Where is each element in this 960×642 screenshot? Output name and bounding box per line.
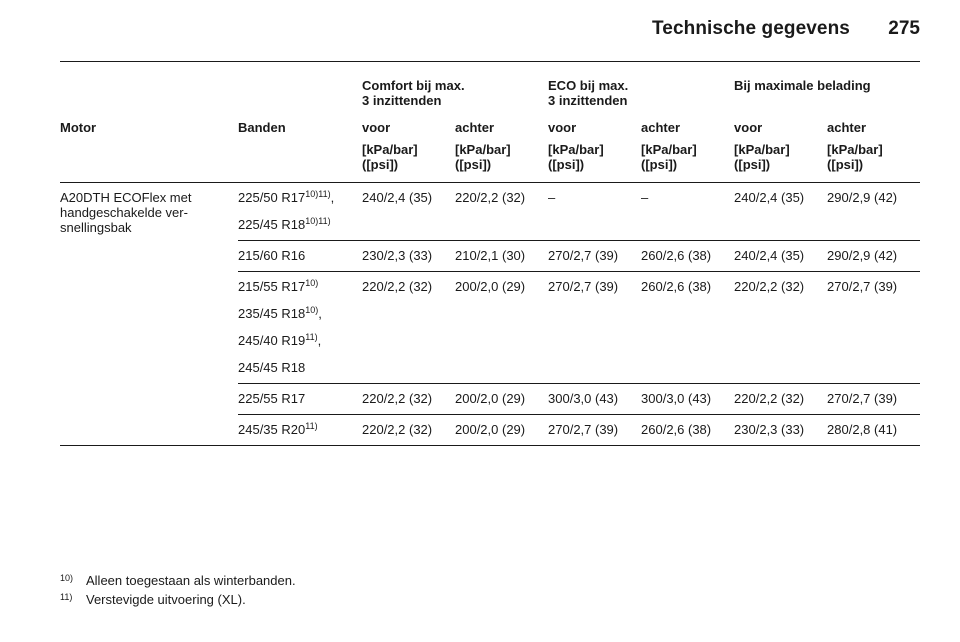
footnote-reference: 11) xyxy=(305,421,318,431)
pressure-value: 200/2,0 (29) xyxy=(455,415,548,446)
unit-header: [kPa/bar] ([psi]) xyxy=(548,140,641,183)
footnote-text: Alleen toegestaan als winterbanden. xyxy=(86,573,296,588)
pressure-value: 200/2,0 (29) xyxy=(455,272,548,384)
page-number: 275 xyxy=(888,18,920,39)
pressure-value: 220/2,2 (32) xyxy=(362,415,455,446)
tyre-size: 215/55 R17$^{10)}$ xyxy=(238,278,319,294)
column-header-row xyxy=(60,114,920,140)
group-header-max-load: Bij maximale belading xyxy=(734,78,871,93)
column-header-motor: Motor xyxy=(60,119,97,135)
unit-header: [kPa/bar] ([psi]) xyxy=(734,140,827,183)
column-header-tyres: Banden xyxy=(238,119,286,135)
table-row xyxy=(60,183,920,241)
column-header-rear: achter xyxy=(455,119,495,135)
column-header-rear: achter xyxy=(827,119,867,135)
pressure-value: 300/3,0 (43) xyxy=(641,384,734,415)
column-header-rear: achter xyxy=(641,119,681,135)
pressure-value: 240/2,4 (35) xyxy=(734,190,805,205)
pressure-value: 270/2,7 (39) xyxy=(548,241,641,272)
unit-header-row xyxy=(60,140,920,183)
column-header-front: voor xyxy=(734,119,763,135)
group-header-row xyxy=(60,78,920,114)
tyre-size: 235/45 R18$^{10)}$, xyxy=(238,305,322,321)
pressure-value: 240/2,4 (35) xyxy=(734,241,827,272)
tyre-size: 225/55 R17 xyxy=(238,391,306,406)
tyre-size: 225/45 $R18^{10)11)}$ xyxy=(238,216,331,232)
tyre-size: 225/50 $R17^{10)11)}$, xyxy=(238,189,335,205)
table-body xyxy=(60,183,920,446)
footnote-reference: 10)11) xyxy=(305,189,331,199)
tyre-size-cell xyxy=(238,183,362,241)
group-header-comfort: Comfort bij max. 3 inzittenden xyxy=(362,78,465,108)
footnotes xyxy=(60,570,296,608)
footnote-reference: 11) xyxy=(305,332,318,342)
tyre-size: 245/35 R20$^{11)}$ xyxy=(238,421,318,437)
tyre-size: 245/40 R19$^{11)}$, xyxy=(238,332,322,348)
pressure-value: 300/3,0 (43) xyxy=(548,384,641,415)
pressure-value: 280/2,8 (41) xyxy=(827,415,920,446)
pressure-value: – xyxy=(548,190,556,205)
footnote-mark: 11) xyxy=(60,592,73,602)
footnote-reference: 10)11) xyxy=(305,216,331,226)
pressure-value: 270/2,7 (39) xyxy=(548,272,641,384)
tyre-size-cell xyxy=(238,241,362,272)
footnote xyxy=(60,570,296,589)
unit-header: [kPa/bar] ([psi]) xyxy=(455,140,548,183)
tyre-size-cell xyxy=(238,384,362,415)
pressure-value: 270/2,7 (39) xyxy=(827,272,920,384)
pressure-value: 210/2,1 (30) xyxy=(455,241,548,272)
pressure-value: – xyxy=(641,190,649,205)
pressure-value: 260/2,6 (38) xyxy=(641,241,734,272)
pressure-value: 220/2,2 (32) xyxy=(734,272,827,384)
tyre-size-cell xyxy=(238,415,362,446)
header-rule xyxy=(60,61,920,62)
tyre-size: 215/60 R16 xyxy=(238,248,306,263)
tyre-size: 245/45 R18 xyxy=(238,360,306,375)
footnote-mark: 10) xyxy=(60,573,74,583)
footnote xyxy=(60,589,296,608)
page-title: Technische gegevens xyxy=(652,18,850,39)
pressure-value: 220/2,2 (32) xyxy=(362,384,455,415)
unit-header: [kPa/bar] ([psi]) xyxy=(641,140,734,183)
pressure-value: 220/2,2 (32) xyxy=(734,384,827,415)
unit-header: [kPa/bar] ([psi]) xyxy=(362,140,455,183)
pressure-value: 260/2,6 (38) xyxy=(641,272,734,384)
pressure-value: 230/2,3 (33) xyxy=(362,241,455,272)
footnote-reference: 10) xyxy=(305,278,319,288)
column-header-front: voor xyxy=(548,119,577,135)
column-header-front: voor xyxy=(362,119,391,135)
pressure-value: 230/2,3 (33) xyxy=(734,415,827,446)
tyre-size-cell xyxy=(238,272,362,384)
pressure-value: 260/2,6 (38) xyxy=(641,415,734,446)
pressure-value: 220/2,2 (32) xyxy=(362,272,455,384)
motor-cell: A20DTH ECOFlex met handgeschakelde ver-snellingsbak xyxy=(60,183,238,446)
pressure-value: 200/2,0 (29) xyxy=(455,384,548,415)
pressure-value: 290/2,9 (42) xyxy=(827,190,898,205)
group-header-eco: ECO bij max. 3 inzittenden xyxy=(548,78,629,108)
pressure-value: 290/2,9 (42) xyxy=(827,241,920,272)
pressure-value: 220/2,2 (32) xyxy=(455,190,526,205)
pressure-value: 240/2,4 (35) xyxy=(362,190,433,205)
unit-header: [kPa/bar] ([psi]) xyxy=(827,140,920,183)
footnote-reference: 10) xyxy=(305,305,319,315)
footnote-text: Verstevigde uitvoering (XL). xyxy=(86,592,246,607)
pressure-value: 270/2,7 (39) xyxy=(548,415,641,446)
tyre-pressure-table xyxy=(60,78,920,446)
pressure-value: 270/2,7 (39) xyxy=(827,384,920,415)
